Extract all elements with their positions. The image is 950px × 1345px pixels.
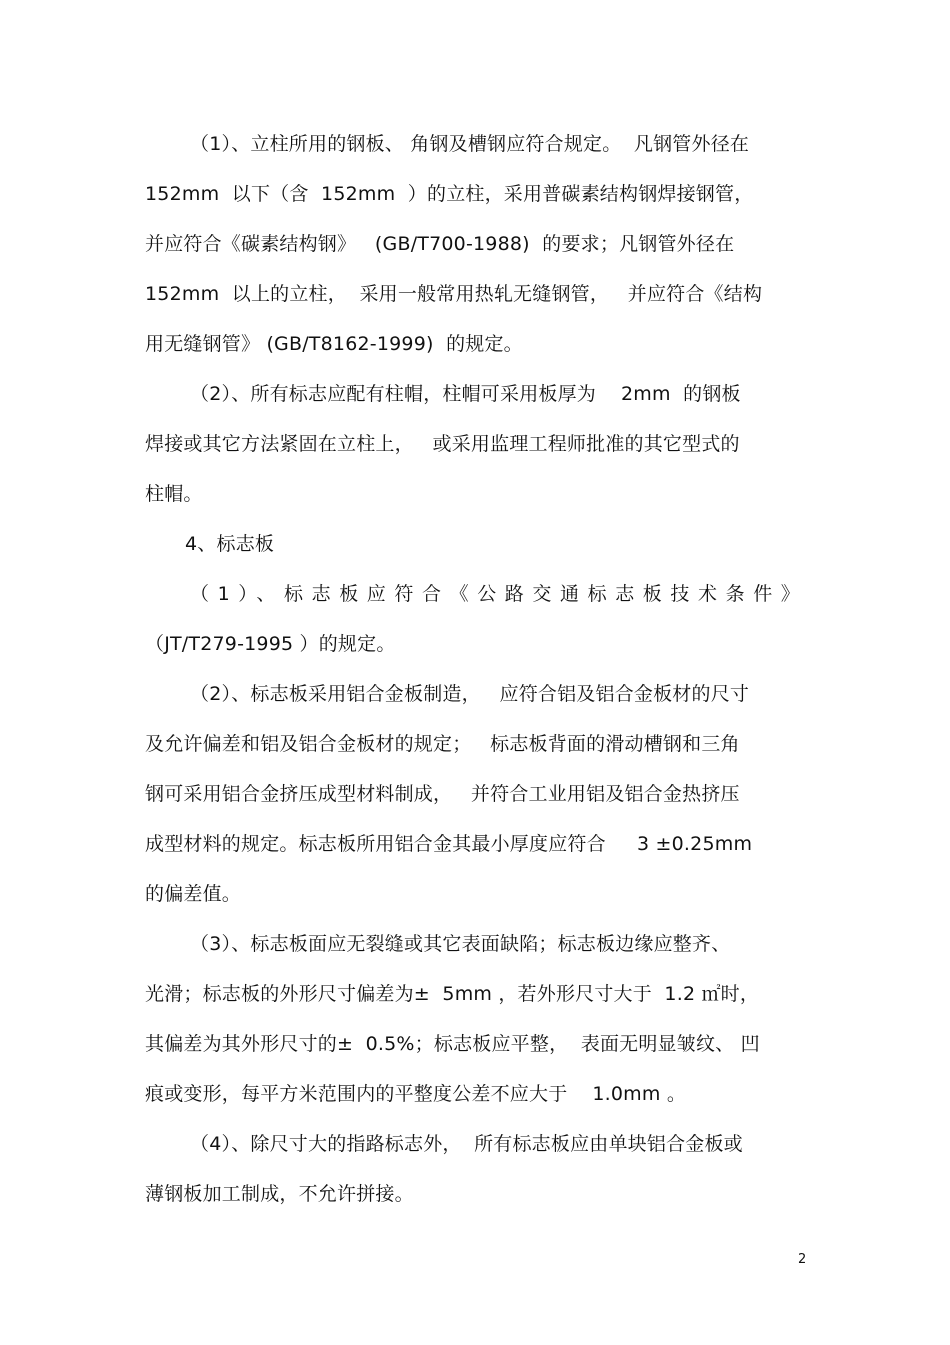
text-line: 薄钢板加工制成，不允许拼接。 xyxy=(145,1183,414,1205)
text-line: 钢可采用铝合金挤压成型材料制成， 并符合工业用铝及铝合金热挤压 xyxy=(145,783,740,805)
text-line: 并应符合《碳素结构钢》 (GB/T700-1988) 的要求；凡钢管外径在 xyxy=(145,233,735,255)
text-line: 用无缝钢管》 (GB/T8162-1999) 的规定。 xyxy=(145,333,523,355)
text-line: 的偏差值。 xyxy=(145,883,242,905)
page-number: 2 xyxy=(798,1252,807,1267)
text-line: （3）、标志板面应无裂缝或其它表面缺陷；标志板边缘应整齐、 xyxy=(190,933,731,955)
text-line: 152mm 以上的立柱， 采用一般常用热轧无缝钢管， 并应符合《结构 xyxy=(145,283,763,305)
text-line: 光滑；标志板的外形尺寸偏差为± 5mm ，若外形尺寸大于 1.2 ㎡时， xyxy=(145,983,760,1005)
text-line: 柱帽。 xyxy=(145,483,203,505)
text-line: 成型材料的规定。标志板所用铝合金其最小厚度应符合 3 ±0.25mm xyxy=(145,833,753,855)
text-line: （2）、所有标志应配有柱帽，柱帽可采用板厚为 2mm 的钢板 xyxy=(190,383,741,405)
text-line: 痕或变形，每平方米范围内的平整度公差不应大于 1.0mm 。 xyxy=(145,1083,687,1105)
section-heading: 4、标志板 xyxy=(185,533,275,555)
text-line: 其偏差为其外形尺寸的± 0.5%；标志板应平整， 表面无明显皱纹、 凹 xyxy=(145,1033,760,1055)
text-line: 及允许偏差和铝及铝合金板材的规定； 标志板背面的滑动槽钢和三角 xyxy=(145,733,740,755)
text-line: （4）、除尺寸大的指路标志外， 所有标志板应由单块铝合金板或 xyxy=(190,1133,743,1155)
text-line: （1）、立柱所用的钢板、 角钢及槽钢应符合规定。 凡钢管外径在 xyxy=(190,133,750,155)
text-line: （JT/T279-1995 ）的规定。 xyxy=(145,633,396,655)
text-line: 152mm 以下（含 152mm ）的立柱，采用普碳素结构钢焊接钢管， xyxy=(145,183,754,205)
text-line: （1）、标志板应符合《公路交通标志板技术条件》 xyxy=(190,583,809,605)
text-line: （2）、标志板采用铝合金板制造， 应符合铝及铝合金板材的尺寸 xyxy=(190,683,750,705)
text-line: 焊接或其它方法紧固在立柱上， 或采用监理工程师批准的其它型式的 xyxy=(145,433,740,455)
